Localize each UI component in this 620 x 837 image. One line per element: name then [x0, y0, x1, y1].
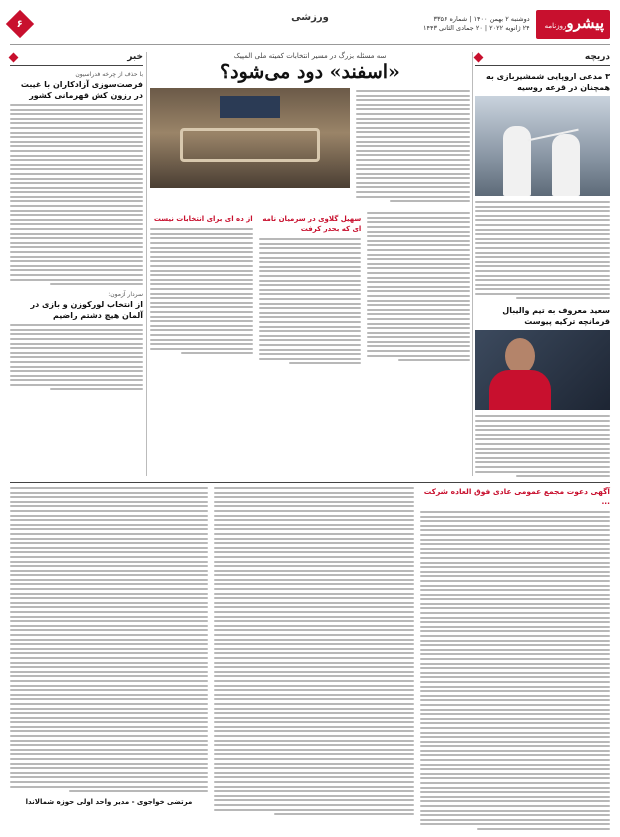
meeting-photo: [150, 88, 350, 188]
pull-quote: از ده ای برای انتخابات نیست: [153, 215, 253, 224]
notices-section: [10, 482, 610, 827]
left-column-header: [10, 52, 143, 66]
notice-column: [10, 487, 208, 825]
main-story-kicker: سه مسئله بزرگ در مسیر انتخابات کمیته ملی المپیک: [233, 52, 387, 60]
story-body: [475, 201, 610, 299]
column-divider: [146, 52, 147, 476]
notice-column: [214, 487, 414, 825]
story-headline[interactable]: از انتخاب لورکوزن و بازی در آلمان هیچ دشتم راضیم: [30, 300, 143, 321]
date-line-2: ۲۴ ژانویه ۲۰۲۲ | ۲۰ جمادی الثانی ۱۴۴۳: [422, 24, 530, 32]
main-story-col: [259, 212, 362, 370]
fencing-photo: [475, 96, 610, 196]
volleyball-player-photo: [475, 330, 610, 410]
right-column-header: [475, 52, 610, 66]
player-jersey: [489, 370, 551, 410]
logo-text: پیشرو: [566, 13, 604, 32]
logo-subtitle: روزنامه: [544, 21, 567, 30]
story-kicker: با حذف از چرخه فدراسیون: [75, 71, 143, 78]
diamond-icon: [9, 52, 19, 62]
player-head: [505, 338, 535, 374]
header-divider: [10, 44, 610, 45]
main-story-lead: [356, 88, 470, 202]
date-line-1: دوشنبه ۲ بهمن ۱۴۰۰ | شماره ۳۳۵۶: [433, 15, 530, 23]
right-column: [475, 52, 610, 476]
left-column: [10, 52, 143, 476]
notice-column: [420, 487, 610, 825]
story-headline[interactable]: سعید معروف به تیم والیبال قرمانچه ترکیه پیوست: [502, 306, 610, 327]
story-body: [10, 104, 143, 285]
main-story-title[interactable]: «اسفند» دود می‌شود؟: [220, 61, 400, 83]
story-body: [10, 324, 143, 390]
left-column-title: خبر: [127, 52, 143, 62]
diamond-icon: [474, 52, 484, 62]
main-story-col: [367, 212, 470, 370]
notice-body: [10, 487, 208, 792]
pull-quote: سهیل گلاوی در سرمیان نامه ای که بحدر کرفت: [262, 215, 362, 234]
story-headline[interactable]: ۳ مدعی اروپایی شمشیربازی به همچنان در قرعه روسیه: [485, 72, 610, 92]
story-body: [475, 415, 610, 477]
story-headline[interactable]: فرصت‌سوزی آزادکاران با غیبت در رزون کش قهرمانی کشور: [20, 80, 143, 100]
fencer-figure: [552, 134, 580, 196]
notice-body: [214, 487, 414, 815]
right-column-title: دریچه: [584, 52, 610, 62]
main-story: [150, 52, 470, 476]
notice-body: [420, 511, 610, 830]
column-divider: [472, 52, 473, 476]
fencer-figure: [503, 126, 531, 196]
notice-title[interactable]: آگهی دعوت مجمع عمومی عادی فوق العاده شرکت ...: [423, 487, 610, 506]
main-story-columns: [150, 208, 470, 370]
meeting-table: [180, 128, 320, 162]
notice-signature: مرتضی خواجوی - مدیر واحد اولی حوزه شمالاندا: [25, 798, 193, 807]
main-story-col: [150, 212, 253, 370]
meeting-screen: [220, 96, 280, 118]
page-number: ۶: [16, 18, 24, 30]
section-title: ورزشی: [291, 12, 329, 23]
story-kicker: سردار آزمون:: [108, 291, 143, 299]
